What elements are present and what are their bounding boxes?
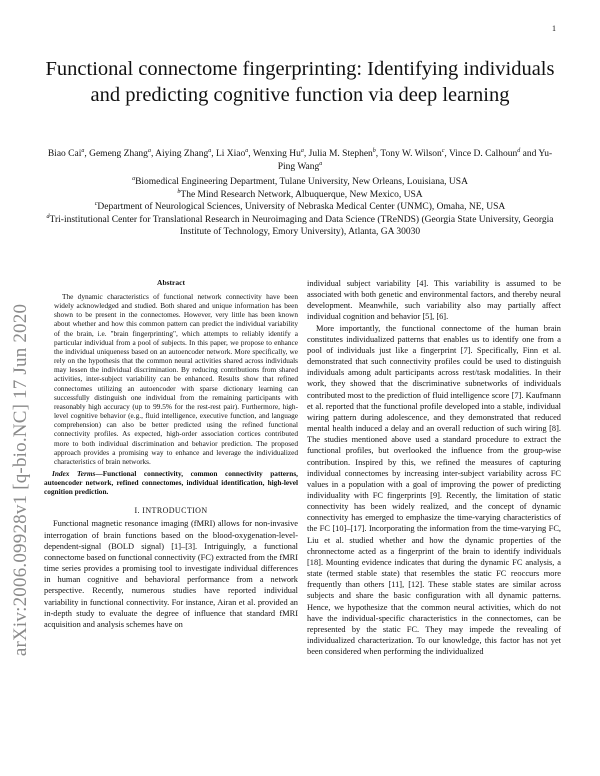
index-terms: Index Terms—Functional connectivity, common connectivity patterns, autoencoder network, refined connectomes, individual identification, high-level cognition prediction. bbox=[44, 468, 298, 497]
index-terms-label: Index Terms bbox=[52, 468, 96, 478]
author: Li Xiao$^a$ bbox=[215, 147, 249, 159]
author: Julia M. Stephen$^b$ bbox=[308, 147, 376, 159]
author: Yu-Ping Wang$^a$ bbox=[277, 149, 553, 172]
author: Wenxing Hu$^a$ bbox=[252, 147, 304, 159]
paper-title: Functional connectome fingerprinting: Identifying individuals and predicting cognitive function via deep learning bbox=[45, 58, 555, 106]
author: Biao Cai$^a$ bbox=[47, 147, 85, 159]
affiliation-list bbox=[40, 176, 560, 239]
author: Tony W. Wilson$^c$ bbox=[380, 147, 445, 159]
body-paragraph: More importantly, the functional connectome of the human brain constitutes individualized patterns that enables us to identify one from a pool of individuals just like a fingerprint [7]. Specifically, Finn et al. demonstrated that such connectivity profiles could be used to distinguish individuals among adult participants across rest/task modalities. In their work, they showed that the discriminative subnetworks of individuals contributed most to the prediction of fluid intelligence score [7]. Kaufmann et al. reported that the functional profile developed into a stable, individual wiring pattern during adolescence, and they demonstrated that reduced mental health induced a delay and an overall reduction of such wiring [8]. The studies mentioned above used a standard procedure to extract the functional profiles, but overlooked the influence from the group-wise contribution. Inspired by this, we refined the measures of capturing individual connectomes by increasing inter-subject variability across FC values in a population with a goal of improving the power of predicting individuality with FC fingerprints [9]. Recently, the limitation of static connectivity has been widely realized, and the concept of dynamic connectivity has emerged to emphasize the time-varying characteristics of the FC [10]–[17]. Incorporating the information from the time-varying FC, Liu et al. studied whether and how the dynamic properties of the chronnectome acted as a fingerprint of the brain to identify individuals [18]. Mounting evidence indicates that during the dynamic FC analysis, a state (termed stable state) that resembles the static FC reoccurs more frequently than others [11], [12]. These stable states are similar across subjects and share the basic configuration with all dynamic patterns. Hence, we hypothesize that the common neural activities, which do not have the individual-specific characteristics in the connectomes, can be represented by the static FC. They may impede the revealing of individualized characterization. To our knowledge, this factor has not yet been considered when performing the individualized bbox=[307, 323, 561, 657]
author: Gemeng Zhang$^a$ bbox=[89, 147, 151, 159]
arxiv-identifier-text: arXiv:2006.09928v1 [q-bio.NC] 17 Jun 2020 bbox=[10, 303, 32, 657]
page-number: 1 bbox=[552, 24, 556, 33]
abstract-text: The dynamic characteristics of functional network connectivity have been widely acknowledged and studied. Both shared and unique information has been shown to be present in the connectomes. However, very little has been known about whether and how this common pattern can predict the individual variability of the brain, i.e. "brain fingerprinting", which attempts to reliably identify a particular individual from a pool of subjects. In this paper, we propose to enhance the individual uniqueness based on an autoencoder network. More specifically, we rely on the hypothesis that the common neural activities shared across individuals may lessen the individual discrimination. By reducing contributions from shared activities, inter-subject variability can be enhanced. Results show that refined connectomes utilizing an autoencoder with sparse dictionary learning can successfully distinguish one individual from the remaining participants with reasonably high accuracy (up to 99.5% for the rest-rest pair). Furthermore, high-level cognitive behavior (e.g., fluid intelligence, executive function, and language comprehension) can also be better predicted using the refined functional connectivity profiles. As expected, high-order association cortices contributed more to both individual discrimination and behavior prediction. The proposed approach provides a promising way to enhance and leverage the individualized characteristics of brain networks. bbox=[54, 292, 298, 466]
affiliation: $^b$The Mind Research Network, Albuquerque, New Mexico, USA bbox=[177, 188, 423, 200]
intro-paragraph: Functional magnetic resonance imaging (fMRI) allows for non-invasive interrogation of brain functions based on the blood-oxygenation-level-dependent-signal (BOLD signal) [1]–[3]. Intriguingly, a functional connectome based on functional connectivity (FC) extracted from the fMRI time series provides a promising tool to investigate individual differences in human cognitive and behavioral performance from a network perspective. Recently, numerous studies have reported individual variability in functional connectivity. For instance, Airan et al. provided an in-depth study to evaluate the degree of influence that standard fMRI acquisition and analysis schemes have on bbox=[44, 519, 298, 629]
left-column bbox=[44, 278, 298, 630]
author: Aiying Zhang$^a$ bbox=[155, 147, 212, 159]
body-paragraph: individual subject variability [4]. This variability is assumed to be associated with both genetic and environmental factors, and thereby neural development. Meanwhile, such variability also may partially affect individual cognition and behavior [5], [6]. bbox=[307, 279, 561, 322]
affiliation: $^a$Biomedical Engineering Department, Tulane University, New Orleans, Louisiana, USA bbox=[132, 175, 468, 187]
author: Vince D. Calhoun$^d$ bbox=[448, 147, 521, 159]
affiliation: $^d$Tri-institutional Center for Translational Research in Neuroimaging and Data Science (TReNDS) (Georgia State University, Georgia Institute of Technology, Emory University), Atlanta, GA 30030 bbox=[46, 213, 554, 238]
section-heading-introduction: I. INTRODUCTION bbox=[134, 506, 208, 516]
right-column bbox=[307, 278, 561, 657]
arxiv-identifier[interactable] bbox=[9, 200, 33, 760]
abstract-heading: Abstract bbox=[157, 278, 185, 287]
author-list: Biao Cai$^a$, Gemeng Zhang$^a$, Aiying Zhang$^a$, Li Xiao$^a$, Wenxing Hu$^a$, Julia M. Stephen$^b$, Tony W. Wilson$^c$, Vince D. Calhoun$^d$ and Yu-Ping Wang$^a$ bbox=[47, 147, 553, 172]
affiliation: $^c$Department of Neurological Sciences, University of Nebraska Medical Center (UNMC), Omaha, NE, USA bbox=[94, 201, 506, 213]
